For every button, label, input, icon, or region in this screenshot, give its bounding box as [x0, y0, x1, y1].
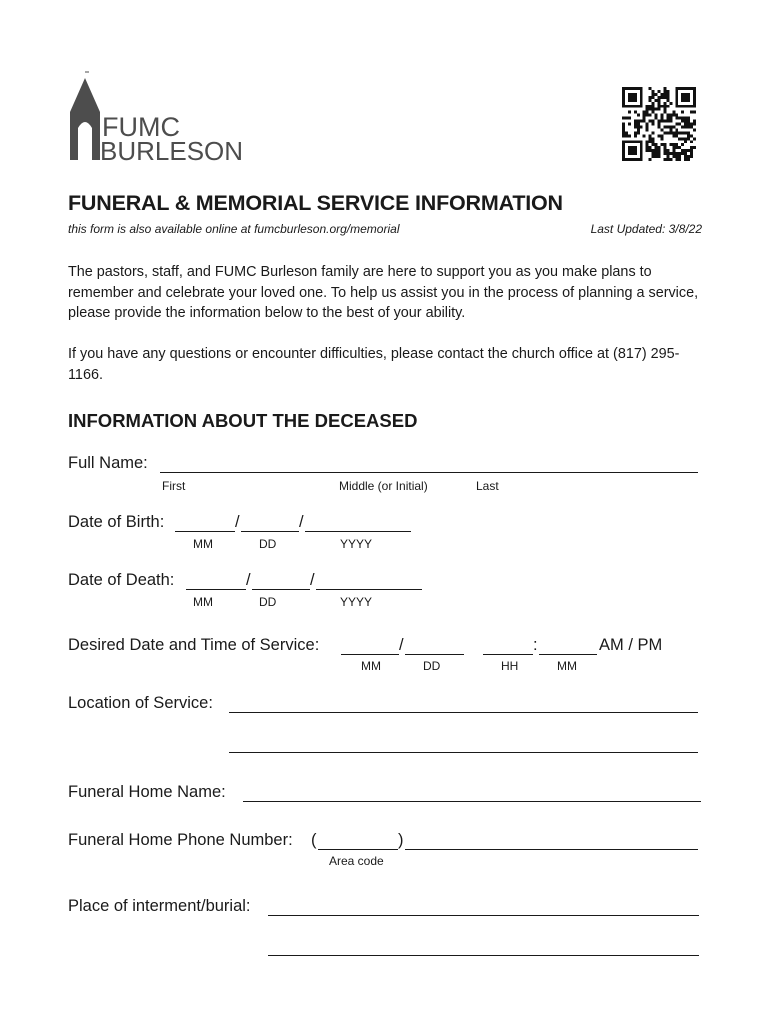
fumc-burleson-logo [66, 70, 246, 165]
am-pm-option[interactable]: AM / PM [599, 636, 663, 654]
hint-first: First [162, 479, 186, 493]
hint-birth-mm: MM [193, 537, 213, 551]
death-month-input[interactable] [186, 589, 246, 590]
death-day-input[interactable] [252, 589, 310, 590]
birth-day-input[interactable] [241, 531, 299, 532]
hint-area-code: Area code [329, 854, 384, 868]
birth-month-input[interactable] [175, 531, 235, 532]
section-title: INFORMATION ABOUT THE DECEASED [68, 410, 418, 431]
intro-paragraph: The pastors, staff, and FUMC Burleson family are here to support you as you make plans to remember and celebrate your loved one. To help us assist you in the process of planning a service, please provide the information below to the best of your ability. [68, 264, 699, 321]
online-note: this form is also available online at fumcburleson.org/memorial [68, 222, 400, 236]
service-month-input[interactable] [341, 654, 399, 655]
steeple-icon [70, 72, 100, 160]
burial-input-line-1[interactable] [268, 915, 699, 916]
hint-service-mm: MM [361, 659, 381, 673]
hint-service-min: MM [557, 659, 577, 673]
hint-middle: Middle (or Initial) [339, 479, 428, 493]
burial-label: Place of interment/burial: [68, 897, 251, 915]
location-label: Location of Service: [68, 694, 213, 712]
death-sep-1: / [246, 571, 251, 589]
death-year-input[interactable] [316, 589, 422, 590]
birth-sep-1: / [235, 513, 240, 531]
service-colon: : [533, 636, 538, 654]
birth-year-input[interactable] [305, 531, 411, 532]
service-minute-input[interactable] [539, 654, 597, 655]
full-name-label: Full Name: [68, 454, 148, 472]
service-hour-input[interactable] [483, 654, 533, 655]
birth-label: Date of Birth: [68, 513, 165, 531]
area-code-input[interactable] [318, 849, 398, 850]
burial-input-line-2[interactable] [268, 955, 699, 956]
hint-birth-yyyy: YYYY [340, 537, 373, 551]
funeral-home-phone-label: Funeral Home Phone Number: [68, 831, 293, 849]
death-sep-2: / [310, 571, 315, 589]
phone-paren-open: ( [311, 831, 317, 849]
funeral-home-name-label: Funeral Home Name: [68, 783, 226, 801]
hint-service-hh: HH [501, 659, 519, 673]
hint-death-dd: DD [259, 595, 277, 609]
brand-line2: BURLESON [100, 136, 244, 165]
funeral-home-name-input[interactable] [243, 801, 701, 802]
hint-birth-dd: DD [259, 537, 277, 551]
death-label: Date of Death: [68, 571, 175, 589]
location-input-line-2[interactable] [229, 752, 698, 753]
full-name-input[interactable] [160, 472, 698, 473]
hint-service-dd: DD [423, 659, 441, 673]
form-title: FUNERAL & MEMORIAL SERVICE INFORMATION [68, 191, 563, 215]
hint-death-mm: MM [193, 595, 213, 609]
phone-number-input[interactable] [405, 849, 698, 850]
last-updated: Last Updated: 3/8/22 [590, 222, 702, 236]
hint-death-yyyy: YYYY [340, 595, 373, 609]
birth-sep-2: / [299, 513, 304, 531]
phone-paren-close: ) [398, 831, 404, 849]
service-day-input[interactable] [405, 654, 464, 655]
service-sep: / [399, 636, 404, 654]
brand-line1: FUMC [102, 112, 180, 142]
hint-last: Last [476, 479, 499, 493]
location-input-line-1[interactable] [229, 712, 698, 713]
service-label: Desired Date and Time of Service: [68, 636, 320, 654]
contact-paragraph: If you have any questions or encounter difficulties, please contact the church office at (817) 295-1166. [68, 346, 680, 383]
qr-code[interactable] [622, 86, 696, 162]
